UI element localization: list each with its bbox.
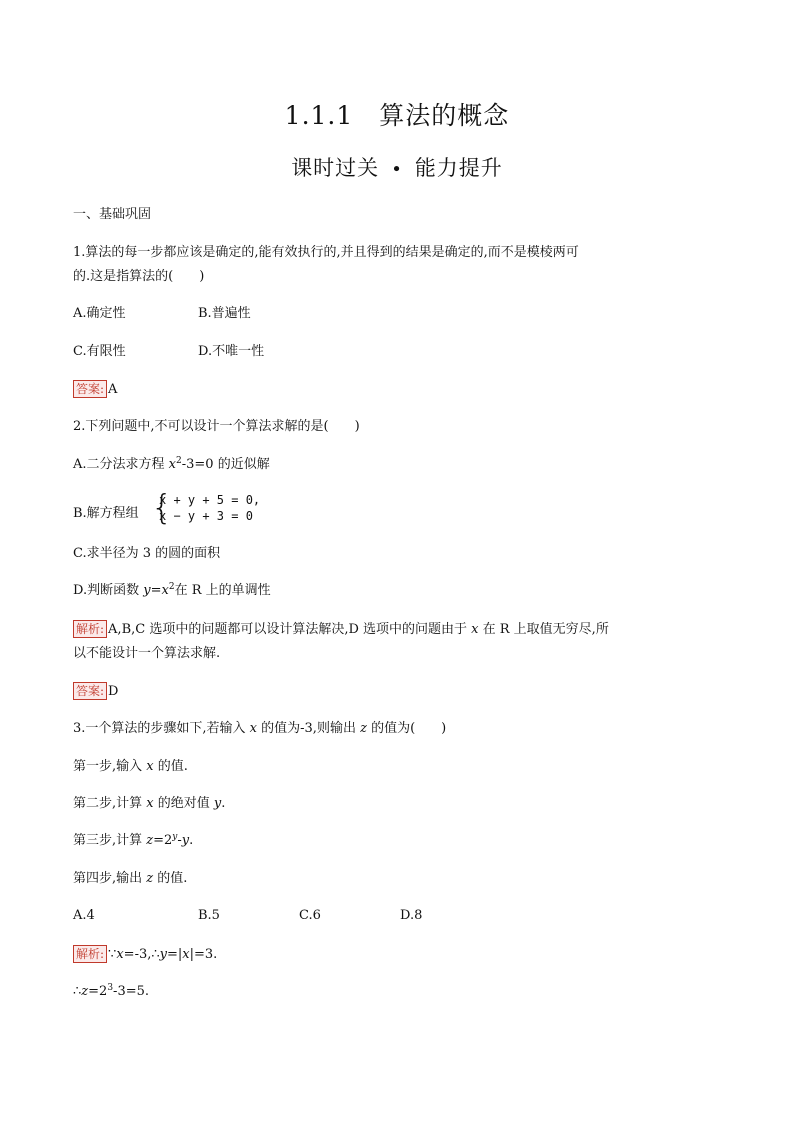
var: x [168, 457, 176, 472]
q1-stem-line2: 的.这是指算法的( ) [73, 269, 205, 284]
q3-step3 [73, 832, 193, 850]
text: 第三步,计算 [73, 833, 147, 848]
q2-analysis-line1 [73, 620, 609, 639]
answer-tag: 答案: [73, 682, 107, 700]
q3-analysis-line2 [73, 983, 149, 1001]
text: -3=0 的近似解 [181, 457, 270, 472]
text: . [221, 796, 226, 811]
title-text: 算法的概念 [379, 101, 510, 130]
text: 的值. [153, 871, 188, 886]
q2-stem: 2.下列问题中,不可以设计一个算法求解的是( ) [73, 419, 360, 434]
q3-step4 [73, 870, 187, 888]
q3-option-b: B.5 [198, 908, 220, 923]
var: x [471, 622, 479, 637]
q1-option-a: A.确定性 [73, 306, 126, 321]
q2-answer [73, 682, 118, 701]
brace-icon: { [151, 488, 173, 528]
var: y [143, 583, 151, 598]
text: -3=5. [113, 984, 150, 999]
text: 的绝对值 [153, 796, 214, 811]
q3-analysis-line1 [73, 945, 217, 964]
text: 3.一个算法的步骤如下,若输入 [73, 721, 250, 736]
q2-option-c: C.求半径为 3 的圆的面积 [73, 546, 221, 561]
subtitle-left: 课时过关 [291, 156, 380, 180]
text: A.二分法求方程 [73, 457, 169, 472]
var: x [146, 796, 154, 811]
q1-option-c: C.有限性 [73, 344, 126, 359]
var: x [249, 721, 258, 736]
equation-1: x + y + 5 = 0, [159, 493, 261, 507]
sup: 2 [168, 582, 175, 592]
bullet-dot-icon: • [391, 159, 403, 180]
text: =| [167, 947, 183, 962]
q3-step1 [73, 758, 188, 776]
var: x [116, 947, 124, 962]
text: D.判断函数 [73, 583, 144, 598]
text: 第二步,计算 [73, 796, 147, 811]
q1-answer [73, 380, 117, 399]
text: 的值为-3,则输出 [257, 721, 361, 736]
text: . [189, 833, 194, 848]
q3-option-c: C.6 [299, 908, 321, 923]
q3-option-d: D.8 [400, 908, 423, 923]
text: 的值为( ) [366, 721, 447, 736]
q1-options-row2 [73, 343, 265, 361]
analysis-tag: 解析: [73, 620, 107, 638]
text: =2 [153, 833, 173, 848]
answer-tag: 答案: [73, 380, 107, 398]
subtitle-right: 能力提升 [414, 156, 503, 180]
var: z [146, 833, 154, 848]
text: = [150, 583, 162, 598]
text: =2 [88, 984, 108, 999]
q3-options [73, 907, 493, 925]
q2-option-d [73, 582, 271, 600]
var: z [81, 984, 89, 999]
q2-option-b-label: B.解方程组 [73, 506, 139, 521]
page-subtitle [0, 152, 794, 182]
q1-stem-line1: 1.算法的每一步都应该是确定的,能有效执行的,并且得到的结果是确定的,而不是模棱两可 [73, 245, 579, 260]
text: ∵ [108, 947, 117, 962]
section-heading: 一、基础巩固 [73, 207, 152, 222]
equation-2: x − y + 3 = 0 [159, 509, 253, 523]
text: =-3,∴ [123, 947, 160, 962]
sup: 3 [107, 983, 114, 993]
text: 的值. [153, 759, 188, 774]
var: y [181, 833, 190, 848]
q1-option-d: D.不唯一性 [198, 344, 265, 359]
text: 在 R 上取值无穷尽,所 [478, 622, 609, 637]
q1-options-row1 [73, 305, 251, 323]
var: x [146, 759, 154, 774]
var: z [360, 721, 367, 736]
text: A,B,C 选项中的问题都可以设计算法解决,D 选项中的问题由于 [108, 622, 472, 637]
analysis-tag: 解析: [73, 945, 107, 963]
var: x [161, 583, 169, 598]
q2-option-a [73, 456, 270, 474]
sup: 2 [176, 456, 182, 466]
page-title [0, 96, 794, 132]
text: 第一步,输入 [73, 759, 147, 774]
text: |=3. [189, 947, 218, 962]
text: 第四步,输出 [73, 871, 147, 886]
text: ∴ [73, 984, 82, 999]
text: 在 R 上的单调性 [174, 583, 271, 598]
q3-option-a: A.4 [73, 908, 95, 923]
sup: y [172, 832, 178, 842]
q3-step2 [73, 795, 225, 813]
q2-answer-value: D [108, 684, 119, 699]
var: y [159, 947, 167, 962]
var: z [146, 871, 154, 886]
title-number: 1.1.1 [284, 101, 354, 130]
q3-stem [73, 720, 446, 738]
q1-option-b: B.普遍性 [198, 306, 251, 321]
text: - [177, 833, 182, 848]
q1-answer-value: A [108, 382, 118, 397]
var: x [182, 947, 190, 962]
q2-analysis-line2: 以不能设计一个算法求解. [73, 646, 221, 661]
var: y [213, 796, 222, 811]
